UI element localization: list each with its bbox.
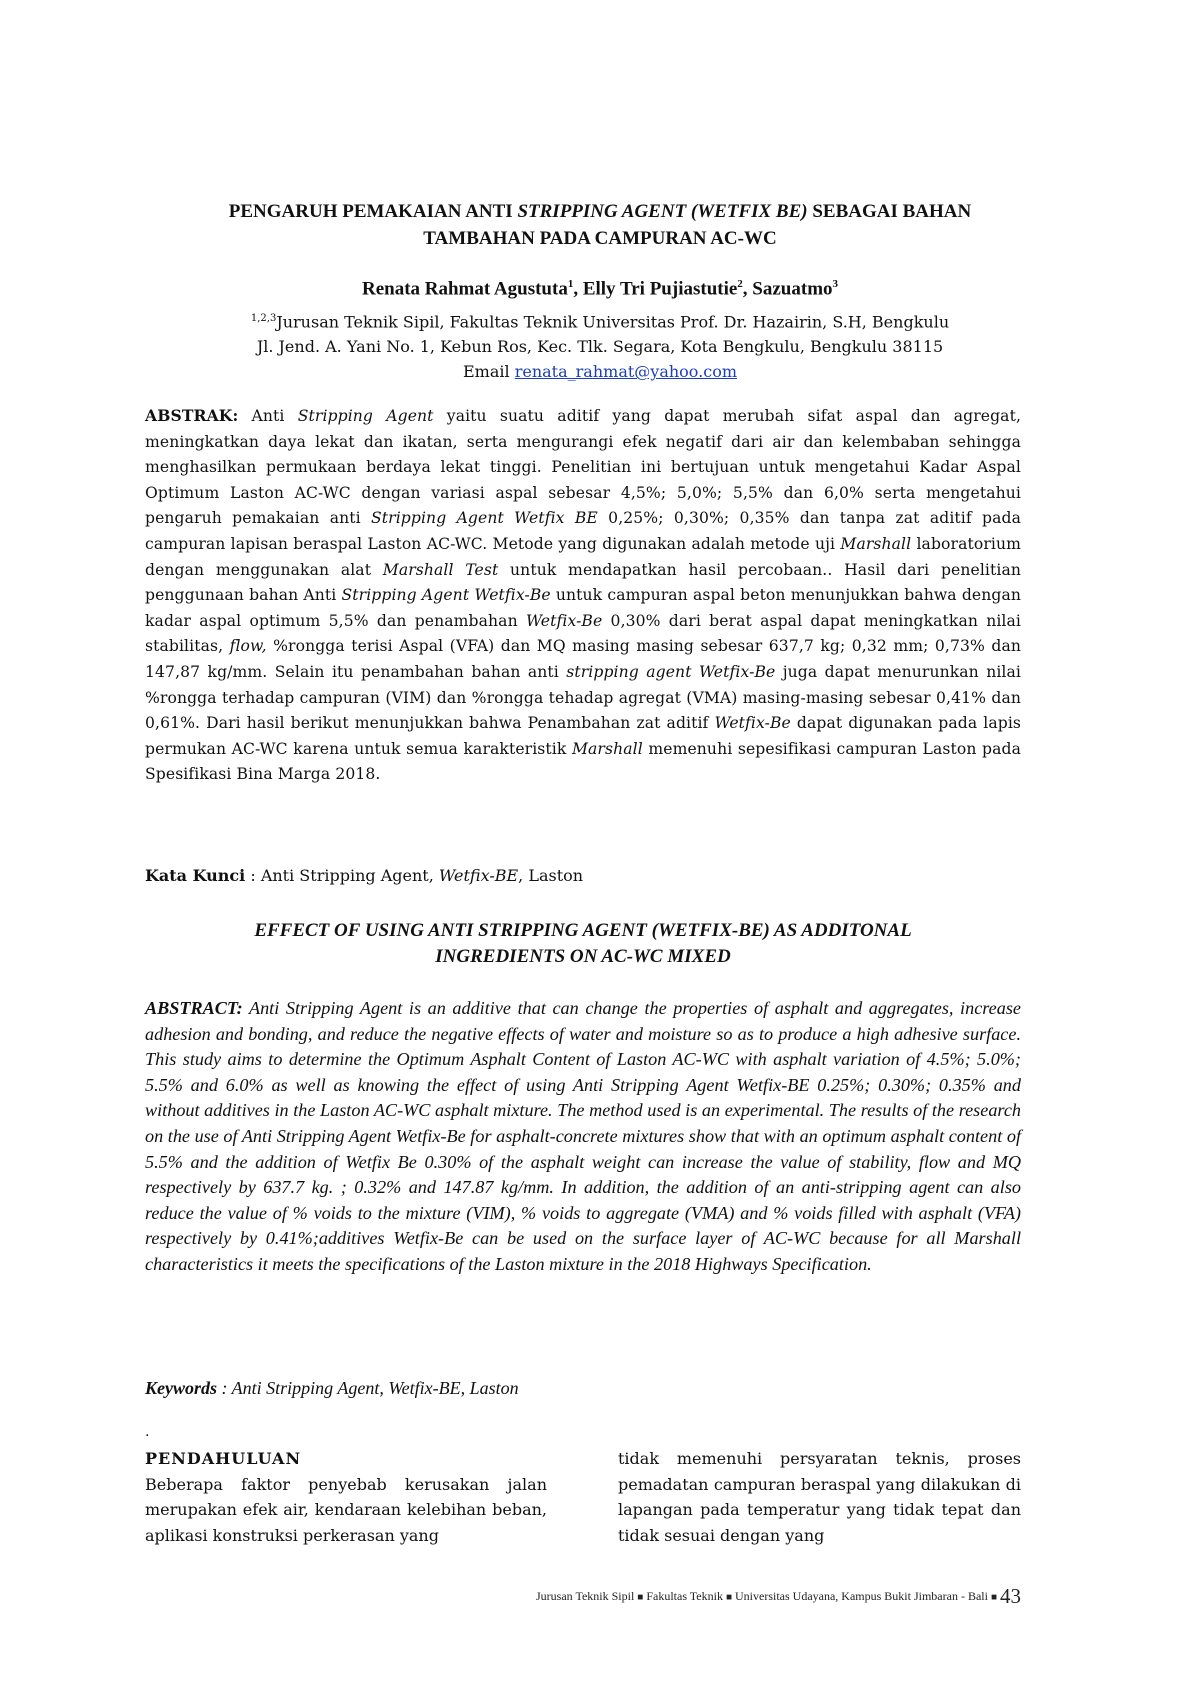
abstrak-italic: stripping agent Wetfix-Be bbox=[566, 662, 776, 681]
affiliation-line1: Jurusan Teknik Sipil, Fakultas Teknik Universitas Prof. Dr. Hazairin, S.H, Bengkulu bbox=[276, 312, 950, 332]
author-2: , Elly Tri Pujiastutie bbox=[573, 278, 738, 300]
author-1-sup: 1 bbox=[567, 278, 574, 290]
author-list bbox=[130, 278, 1070, 300]
title-line1-part-b: SEBAGAI BAHAN bbox=[807, 201, 972, 222]
footer-department: Jurusan Teknik Sipil bbox=[536, 1589, 635, 1603]
abstract-label: ABSTRACT: bbox=[145, 998, 243, 1018]
english-title-line2: INGREDIENTS ON AC-WC MIXED bbox=[435, 946, 731, 967]
abstrak-italic: Stripping Agent Wetfix BE bbox=[371, 509, 598, 528]
affiliation bbox=[130, 306, 1070, 384]
affiliation-line2: Jl. Jend. A. Yani No. 1, Kebun Ros, Kec. Tlk. Segara, Kota Bengkulu, Bengkulu 38115 bbox=[256, 337, 944, 357]
footer-university: Universitas Udayana, Kampus Bukit Jimbaran - Bali bbox=[735, 1589, 988, 1603]
abstrak-text: dapat digunakan pada lapis permukan AC-WC karena untuk semua karakteristik bbox=[145, 714, 1022, 758]
keywords-label: Keywords bbox=[145, 1378, 217, 1398]
abstract-text: Anti Stripping Agent is an additive that can change the properties of asphalt and aggregates, increase adhesion and bonding, and reduce the negative effects of water and moisture so as to produce a high adhesive surface. This study aims to determine the Optimum Asphalt Content of Laston AC-WC with asphalt variation of 4.5%; 5.0%; 5.5% and 6.0% as well as knowing the effect of using Anti Stripping Agent Wetfix-BE 0.25%; 0.30%; 0.35% and without additives in the Laston AC-WC asphalt mixture. The method used is an experimental. The results of the research on the use of Anti Stripping Agent Wetfix-Be for asphalt-concrete mixtures show that with an optimum asphalt content of 5.5% and the addition of Wetfix Be 0.30% of the asphalt weight can increase the value of stability, flow and MQ respectively by 637.7 kg. ; 0.32% and 147.87 kg/mm. In addition, the addition of an anti-stripping agent can also reduce the value of % voids to the mixture (VIM), % voids to aggregate (VMA) and % voids filled with asphalt (VFA) respectively by 0.41%;additives Wetfix-Be can be used on the surface layer of AC-WC because for all Marshall characteristics it meets the specifications of the Laston mixture in the 2018 Highways Specification. bbox=[145, 998, 1021, 1274]
abstrak-text: 0,30% dari berat aspal dapat meningkatkan nilai stabilitas, bbox=[145, 611, 1022, 656]
abstrak-italic: Wetfix-Be bbox=[714, 714, 791, 733]
abstrak-text: 0,25%; 0,30%; 0,35% dan tanpa zat aditif pada campuran lapisan beraspal Laston AC-WC. Metode yang digunakan adalah metode uji bbox=[145, 509, 1021, 553]
stray-dot: . bbox=[145, 1424, 150, 1440]
abstrak-italic: Stripping Agent Wetfix-Be bbox=[341, 586, 551, 605]
abstrak-text: laboratorium dengan menggunakan alat bbox=[145, 534, 1021, 579]
abstrak-italic: Wetfix-Be bbox=[525, 611, 603, 630]
kata-kunci-italic: Wetfix-BE bbox=[438, 866, 519, 885]
footer-separator-icon: ■ bbox=[725, 1592, 732, 1603]
abstrak-text: juga dapat menurunkan nilai %rongga terhadap campuran (VIM) dan %rongga tehadap agregat (VMA) masing-masing sebesar 0,41% dan 0,61%. Dari hasil berikut menunjukkan bahwa Penambahan zat aditif bbox=[145, 662, 1022, 733]
author-2-sup: 2 bbox=[737, 278, 743, 290]
abstrak-italic: Marshall bbox=[571, 739, 643, 758]
author-3: , Sazuatmo bbox=[742, 278, 833, 300]
abstrak-label: ABSTRAK: bbox=[145, 406, 239, 425]
footer-separator-icon: ■ bbox=[637, 1592, 644, 1603]
title-line1-part-a: PENGARUH PEMAKAIAN ANTI bbox=[228, 201, 518, 222]
footer-separator-icon: ■ bbox=[990, 1592, 997, 1603]
abstrak-italic: Marshall Test bbox=[382, 560, 499, 579]
email-link[interactable]: renata_rahmat@yahoo.com bbox=[514, 362, 737, 382]
paper-title bbox=[130, 198, 1070, 252]
kata-kunci-text: , Laston bbox=[518, 866, 584, 885]
kata-kunci bbox=[145, 866, 1021, 885]
abstrak-text: %rongga terisi Aspal (VFA) dan MQ masing masing sebesar 637,7 kg; 0,32 mm; 0,73% dan 147,87 kg/mm. Selain itu penambahan bahan anti bbox=[145, 637, 1021, 681]
keywords-text: : Anti Stripping Agent, Wetfix-BE, Laston bbox=[217, 1378, 519, 1398]
body-text-right: tidak memenuhi persyaratan teknis, proses pemadatan campuran beraspal yang dilakukan di lapangan pada temperatur yang tidak tepat dan tidak sesuai dengan yang bbox=[618, 1449, 1021, 1545]
author-3-sup: 3 bbox=[832, 278, 839, 290]
abstrak-italic: flow, bbox=[229, 637, 267, 656]
body-text-left: Beberapa faktor penyebab kerusakan jalan merupakan efek air, kendaraan kelebihan beban, aplikasi konstruksi perkerasan yang bbox=[145, 1474, 547, 1545]
title-line2: TAMBAHAN PADA CAMPURAN AC-WC bbox=[423, 228, 777, 249]
abstract-english bbox=[145, 996, 1021, 1278]
abstrak-italic: Stripping Agent bbox=[297, 407, 434, 425]
affiliation-sup: 1,2,3 bbox=[250, 313, 277, 324]
abstrak-text: yaitu suatu aditif yang dapat merubah sifat aspal dan agregat, meningkatkan daya lekat dan ikatan, serta mengurangi efek negatif dari air dan kelembaban sehingga menghasilkan permukaan berdaya lekat tinggi. Penelitian ini bertujuan untuk mengetahui Kadar Aspal Optimum Laston AC-WC dengan variasi aspal sebesar 4,5%; 5,0%; 5,5% dan 6,0% serta mengetahui pengaruh pemakaian anti bbox=[145, 407, 1022, 528]
english-title bbox=[145, 918, 1021, 970]
abstrak-italic: Marshall bbox=[840, 534, 912, 553]
footer-faculty: Fakultas Teknik bbox=[646, 1589, 723, 1603]
abstrak-text: untuk mendapatkan hasil percobaan.. Hasil dari penelitian penggunaan bahan Anti bbox=[145, 560, 1021, 605]
kata-kunci-label: Kata Kunci bbox=[145, 866, 246, 885]
abstrak-text: untuk campuran aspal beton menunjukkan bahwa dengan kadar aspal optimum 5,5% dan penambahan bbox=[145, 586, 1021, 630]
body-column-left bbox=[145, 1446, 547, 1548]
page-footer bbox=[420, 1584, 1021, 1609]
page-number: 43 bbox=[1000, 1584, 1021, 1608]
abstrak-text: memenuhi sepesifikasi campuran Laston pada Spesifikasi Bina Marga 2018. bbox=[145, 739, 1021, 784]
english-title-line1: EFFECT OF USING ANTI STRIPPING AGENT (WETFIX-BE) AS ADDITONAL bbox=[254, 920, 912, 941]
email-label: Email bbox=[463, 362, 515, 382]
kata-kunci-text: : Anti Stripping Agent, bbox=[245, 866, 439, 885]
section-heading: PENDAHULUAN bbox=[145, 1449, 302, 1468]
body-column-right bbox=[618, 1446, 1021, 1548]
abstrak-text: Anti bbox=[238, 407, 298, 425]
title-line1-italic: STRIPPING AGENT (WETFIX BE) bbox=[517, 201, 808, 222]
author-1: Renata Rahmat Agustuta bbox=[361, 278, 568, 300]
abstrak-paragraph bbox=[145, 403, 1021, 788]
keywords bbox=[145, 1378, 1021, 1399]
